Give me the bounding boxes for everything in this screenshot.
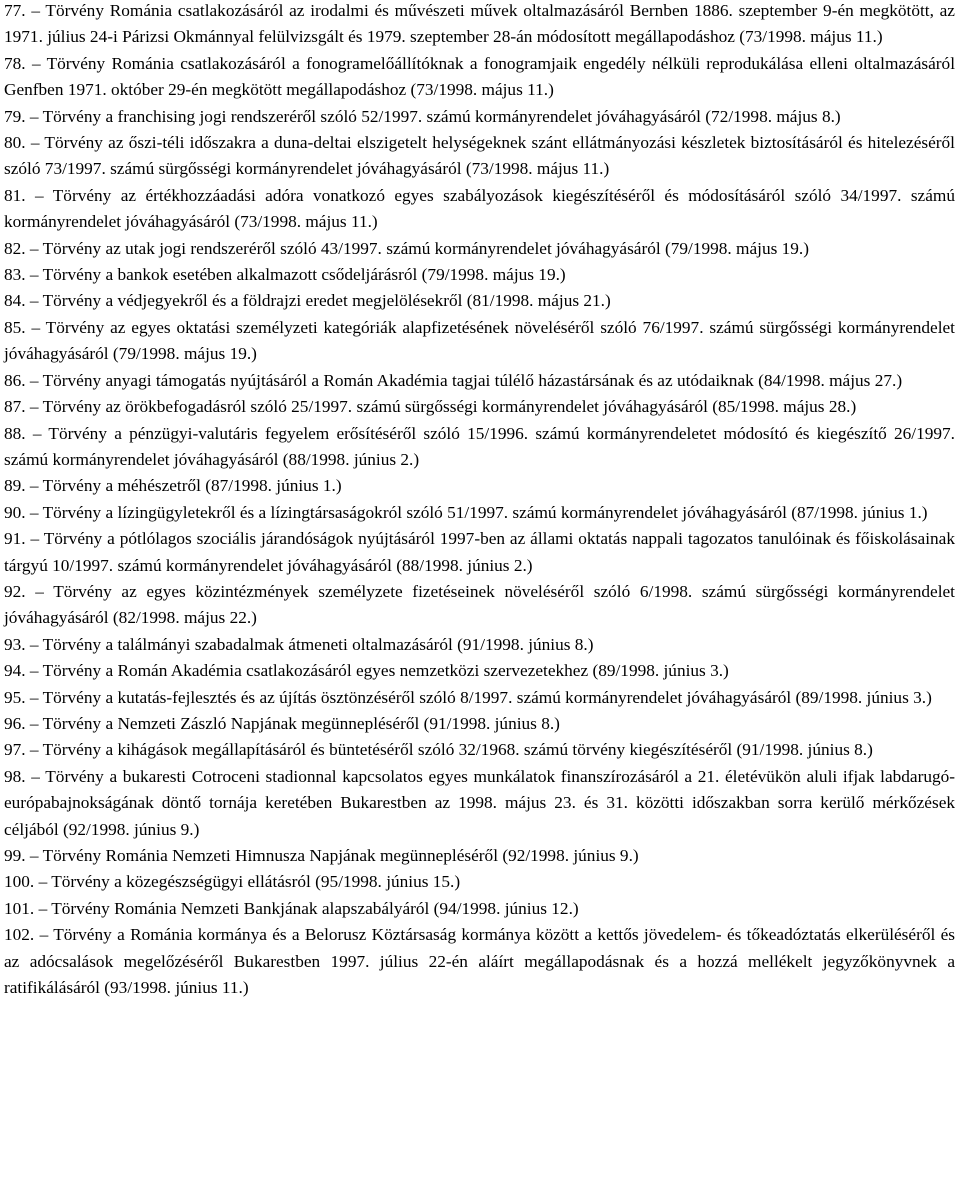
law-entry: 86. – Törvény anyagi támogatás nyújtásáról a Román Akadémia tagjai túlélő házastársának és az utódaiknak (84/1998. május 27.) [4, 370, 903, 390]
entry-text: Törvény anyagi támogatás nyújtásáról a Román Akadémia tagjai túlélő házastársának és az utódaiknak (84/1998. május 27.) [42, 370, 903, 390]
entry-text: Törvény a kihágások megállapításáról és büntetéséről szóló 32/1968. számú törvény kiegészítéséről (91/1998. június 8.) [42, 740, 873, 760]
entry-number: 77. [4, 1, 26, 20]
entry-number: 89. [4, 476, 26, 496]
entry-number: 101. [4, 898, 35, 918]
entry-text: Törvény az őszi-téli időszakra a duna-deltai elszigetelt helységeknek szánt ellátmányozási készletek biztosításáról és hitelezéséről szóló 73/1997. számú sürgősségi kormányrendelet jóváhagyásáról (73/1998. május 11.) [4, 133, 955, 179]
law-entry: 92. – Törvény az egyes közintézmények személyzete fizetéseinek növeléséről szóló 6/1998. számú sürgősségi kormányrendelet jóváhagyásáról (82/1998. május 22.) [4, 581, 955, 628]
entry-text: Törvény a lízingügyletekről és a lízingtársaságokról szóló 51/1997. számú kormányrendelet jóváhagyásáról (87/1998. június 1.) [42, 502, 928, 522]
entry-text: Törvény az értékhozzáadási adóra vonatkozó egyes szabályozások kiegészítéséről és módosításáról szóló 34/1997. számú kormányrendelet jóváhagyásáról (73/1998. május 11.) [4, 185, 955, 232]
law-entry: 102. – Törvény a Románia kormánya és a Belorusz Köztársaság kormánya között a kettős jövedelem- és tőkeadóztatás elkerüléséről és az adócsalások megelőzéséről Bukarestben 1997. július 22-én aláírt megállapodásnak és a hozzá mellékelt jegyzőkönyvnek a ratifikálásáról (93/1998. június 11.) [4, 925, 955, 998]
entry-number: 85. [4, 317, 26, 337]
entry-text: Törvény a találmányi szabadalmak átmeneti oltalmazásáról (91/1998. június 8.) [42, 634, 594, 654]
entry-number: 92. [4, 581, 26, 601]
entry-number: 88. [4, 423, 26, 443]
entry-text: Törvény az egyes közintézmények személyzete fizetéseinek növeléséről szóló 6/1998. számú sürgősségi kormányrendelet jóváhagyásáról (82/1998. május 22.) [4, 581, 955, 628]
entry-number: 80. [4, 133, 26, 153]
law-entry: 87. – Törvény az örökbefogadásról szóló 25/1997. számú sürgősségi kormányrendelet jóváhagyásáról (85/1998. május 28.) [4, 397, 857, 417]
law-entry: 83. – Törvény a bankok esetében alkalmazott csődeljárásról (79/1998. május 19.) [4, 265, 566, 285]
law-entry: 82. – Törvény az utak jogi rendszeréről szóló 43/1997. számú kormányrendelet jóváhagyásáról (79/1998. május 19.) [4, 238, 809, 258]
entry-text: Törvény a pénzügyi-valutáris fegyelem erősítéséről szóló 15/1996. számú kormányrendeletet módosító és kiegészítő 26/1997. számú kormányrendelet jóváhagyásáról (88/1998. június 2.) [4, 423, 955, 469]
law-entry: 93. – Törvény a találmányi szabadalmak átmeneti oltalmazásáról (91/1998. június 8.) [4, 634, 594, 654]
entry-text: Törvény Románia csatlakozásáról a fonogramelőállítóknak a fonogramjaik engedély nélküli reprodukálása elleni oltalmazásáról Genfben 1971. október 29-én megkötött megállapodáshoz (73/1998. május 11.) [4, 53, 955, 100]
entry-number: 96. [4, 713, 26, 733]
entry-text: Törvény Románia csatlakozásáról az irodalmi és művészeti művek oltalmazásáról Bernben 1886. szeptember 9-én megkötött, az 1971. július 24-i Párizsi Okmánnyal felülvizsgált és 1979. szeptember 28-án módosított megállapodáshoz (73/1998. május 11.) [4, 1, 955, 47]
entry-number: 82. [4, 238, 26, 258]
entry-text: Törvény a bukaresti Cotroceni stadionnal kapcsolatos egyes munkálatok finanszírozásáról a 21. életévükön aluli ifjak labdarugó-európabajnokságának döntő tornája keretében Bukarestben az 1998. május 23. és 31. közötti időszakban sorra kerülő mérkőzések céljából (92/1998. június 9.) [4, 766, 955, 839]
entry-text: Törvény a bankok esetében alkalmazott csődeljárásról (79/1998. május 19.) [42, 265, 566, 285]
entry-text: Törvény a franchising jogi rendszeréről szóló 52/1997. számú kormányrendelet jóváhagyásáról (72/1998. május 8.) [42, 106, 841, 126]
entry-number: 86. [4, 370, 26, 390]
entry-number: 83. [4, 265, 26, 285]
law-entry: 77. – Törvény Románia csatlakozásáról az irodalmi és művészeti művek oltalmazásáról Bernben 1886. szeptember 9-én megkötött, az 1971. július 24-i Párizsi Okmánnyal felülvizsgált és 1979. szeptember 28-án módosított megállapodáshoz (73/1998. május 11.) [4, 1, 955, 47]
entry-text: Törvény Románia Nemzeti Bankjának alapszabályáról (94/1998. június 12.) [51, 898, 579, 918]
entry-text: Törvény a pótlólagos szociális járandóságok nyújtásáról 1997-ben az állami oktatás nappali tagozatos tanulóinak és főiskolásainak tárgyú 10/1997. számú kormányrendelet jóváhagyásáról (88/1998. június 2.) [4, 529, 955, 575]
law-entry: 89. – Törvény a méhészetről (87/1998. június 1.) [4, 476, 342, 496]
law-entry: 98. – Törvény a bukaresti Cotroceni stadionnal kapcsolatos egyes munkálatok finanszírozásáról a 21. életévükön aluli ifjak labdarugó-európabajnokságának döntő tornája keretében Bukarestben az 1998. május 23. és 31. közötti időszakban sorra kerülő mérkőzések céljából (92/1998. június 9.) [4, 766, 955, 839]
law-entry: 81. – Törvény az értékhozzáadási adóra vonatkozó egyes szabályozások kiegészítéséről és módosításáról szóló 34/1997. számú kormányrendelet jóváhagyásáról (73/1998. május 11.) [4, 185, 955, 232]
entry-number: 100. [4, 872, 35, 892]
law-entry: 97. – Törvény a kihágások megállapításáról és büntetéséről szóló 32/1968. számú törvény kiegészítéséről (91/1998. június 8.) [4, 740, 873, 760]
law-entry: 94. – Törvény a Román Akadémia csatlakozásáról egyes nemzetközi szervezetekhez (89/1998. június 3.) [4, 661, 729, 681]
law-entry: 79. – Törvény a franchising jogi rendszeréről szóló 52/1997. számú kormányrendelet jóváhagyásáról (72/1998. május 8.) [4, 106, 841, 126]
entry-text: Törvény a Románia kormánya és a Belorusz Köztársaság kormánya között a kettős jövedelem- és tőkeadóztatás elkerüléséről és az adócsalások megelőzéséről Bukarestben 1997. július 22-én aláírt megállapodásnak és a hozzá mellékelt jegyzőkönyvnek a ratifikálásáról (93/1998. június 11.) [4, 925, 955, 998]
entry-number: 97. [4, 740, 26, 760]
law-entry: 84. – Törvény a védjegyekről és a földrajzi eredet megjelölésekről (81/1998. május 21.) [4, 291, 611, 311]
entry-number: 94. [4, 661, 26, 681]
entry-number: 95. [4, 687, 26, 707]
entry-number: 102. [4, 925, 35, 945]
law-entry: 95. – Törvény a kutatás-fejlesztés és az újítás ösztönzéséről szóló 8/1997. számú kormányrendelet jóváhagyásáról (89/1998. június 3.) [4, 687, 932, 707]
law-entry: 101. – Törvény Románia Nemzeti Bankjának alapszabályáról (94/1998. június 12.) [4, 898, 579, 918]
entry-number: 78. [4, 53, 26, 73]
law-entry: 88. – Törvény a pénzügyi-valutáris fegyelem erősítéséről szóló 15/1996. számú kormányrendeletet módosító és kiegészítő 26/1997. számú kormányrendelet jóváhagyásáról (88/1998. június 2.) [4, 423, 955, 469]
entry-text: Törvény a Román Akadémia csatlakozásáról egyes nemzetközi szervezetekhez (89/1998. június 3.) [42, 661, 729, 681]
entry-number: 81. [4, 185, 26, 205]
law-entry: 90. – Törvény a lízingügyletekről és a lízingtársaságokról szóló 51/1997. számú kormányrendelet jóváhagyásáról (87/1998. június 1.) [4, 502, 928, 522]
entry-number: 90. [4, 502, 26, 522]
entry-text: Törvény a méhészetről (87/1998. június 1.) [42, 476, 342, 496]
entry-text: Törvény a kutatás-fejlesztés és az újítás ösztönzéséről szóló 8/1997. számú kormányrendelet jóváhagyásáról (89/1998. június 3.) [42, 687, 932, 707]
law-entry: 78. – Törvény Románia csatlakozásáról a fonogramelőállítóknak a fonogramjaik engedély nélküli reprodukálása elleni oltalmazásáról Genfben 1971. október 29-én megkötött megállapodáshoz (73/1998. május 11.) [4, 53, 955, 100]
entry-number: 99. [4, 846, 26, 865]
entry-text: Törvény az egyes oktatási személyzeti kategóriák alapfizetésének növeléséről szóló 76/1997. számú sürgősségi kormányrendelet jóváhagyásáról (79/1998. május 19.) [4, 317, 955, 364]
entry-text: Törvény a védjegyekről és a földrajzi eredet megjelölésekről (81/1998. május 21.) [42, 291, 611, 311]
entry-number: 79. [4, 106, 26, 126]
entry-text: Törvény az utak jogi rendszeréről szóló 43/1997. számú kormányrendelet jóváhagyásáról (79/1998. május 19.) [42, 238, 809, 258]
entry-number: 91. [4, 529, 26, 549]
entry-text: Törvény a közegészségügyi ellátásról (95/1998. június 15.) [51, 872, 461, 892]
law-entry: 80. – Törvény az őszi-téli időszakra a duna-deltai elszigetelt helységeknek szánt ellátmányozási készletek biztosításáról és hitelezéséről szóló 73/1997. számú sürgősségi kormányrendelet jóváhagyásáról (73/1998. május 11.) [4, 133, 955, 179]
entry-text: Törvény az örökbefogadásról szóló 25/1997. számú sürgősségi kormányrendelet jóváhagyásáról (85/1998. május 28.) [42, 397, 857, 417]
law-entry: 91. – Törvény a pótlólagos szociális járandóságok nyújtásáról 1997-ben az állami oktatás nappali tagozatos tanulóinak és főiskolásainak tárgyú 10/1997. számú kormányrendelet jóváhagyásáról (88/1998. június 2.) [4, 529, 955, 575]
law-entry: 99. – Törvény Románia Nemzeti Himnusza Napjának megünnepléséről (92/1998. június 9.) [4, 846, 639, 865]
entry-number: 98. [4, 766, 26, 786]
law-entry: 100. – Törvény a közegészségügyi ellátásról (95/1998. június 15.) [4, 872, 461, 892]
entry-number: 93. [4, 634, 26, 654]
entry-text: Törvény a Nemzeti Zászló Napjának megünnepléséről (91/1998. június 8.) [42, 713, 560, 733]
law-entry: 96. – Törvény a Nemzeti Zászló Napjának megünnepléséről (91/1998. június 8.) [4, 713, 560, 733]
law-entry: 85. – Törvény az egyes oktatási személyzeti kategóriák alapfizetésének növeléséről szóló 76/1997. számú sürgősségi kormányrendelet jóváhagyásáról (79/1998. május 19.) [4, 317, 955, 364]
entry-text: Törvény Románia Nemzeti Himnusza Napjának megünnepléséről (92/1998. június 9.) [42, 846, 639, 865]
document-page [4, 0, 955, 1001]
entry-number: 87. [4, 397, 26, 417]
entry-number: 84. [4, 291, 26, 311]
